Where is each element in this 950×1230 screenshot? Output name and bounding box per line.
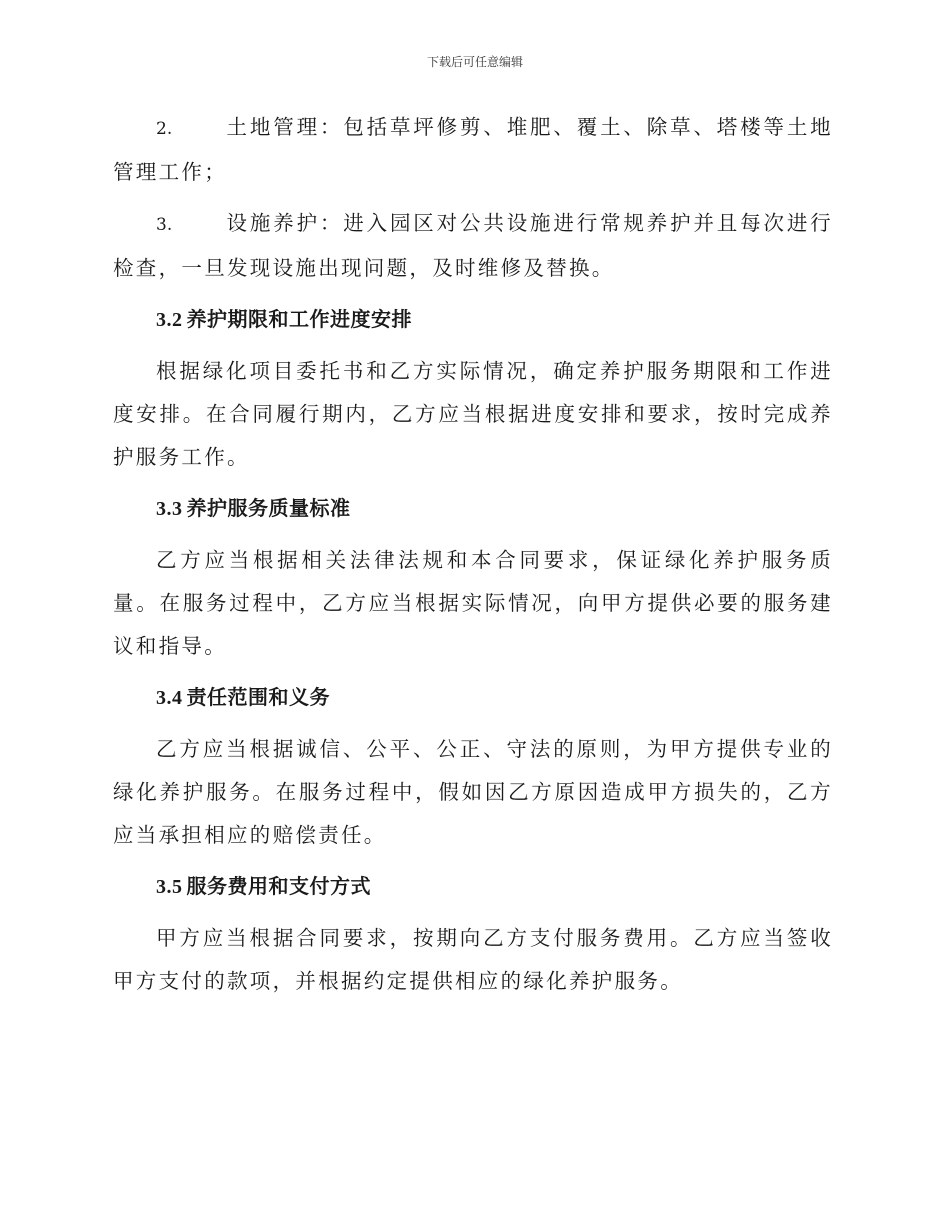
section-number: 3.4 [156, 687, 183, 709]
list-item-number: 3. [156, 215, 173, 235]
section-title: 养护期限和工作进度安排 [186, 307, 412, 331]
section-body-3-2: 根据绿化项目委托书和乙方实际情况，确定养护服务期限和工作进度安排。在合同履行期内，乙方应当根据进度安排和要求，按时完成养护服务工作。 [113, 359, 833, 469]
section-number: 3.3 [156, 498, 183, 520]
section-body-3-3: 乙方应当根据相关法律法规和本合同要求，保证绿化养护服务质量。在服务过程中，乙方应当根据实际情况，向甲方提供必要的服务建议和指导。 [113, 548, 833, 658]
section-body-3-5: 甲方应当根据合同要求，按期向乙方支付服务费用。乙方应当签收甲方支付的款项，并根据约定提供相应的绿化养护服务。 [113, 926, 833, 993]
section-number: 3.2 [156, 309, 183, 331]
section-title: 养护服务质量标准 [186, 496, 351, 520]
section-heading-3-5 [113, 865, 833, 909]
list-item-text: 设施养护：进入园区对公共设施进行常规养护并且每次进行检查，一旦发现设施出现问题，及时维修及替换。 [113, 211, 833, 280]
section-title: 责任范围和义务 [186, 685, 330, 709]
section-title: 服务费用和支付方式 [186, 874, 371, 898]
document-body [113, 106, 833, 1003]
section-number: 3.5 [156, 876, 183, 898]
section-heading-3-4 [113, 676, 833, 720]
list-item-text: 土地管理：包括草坪修剪、堆肥、覆土、除草、塔楼等土地管理工作； [113, 115, 833, 184]
list-item-land-management [113, 106, 833, 194]
section-heading-3-2 [113, 298, 833, 342]
section-heading-3-3 [113, 487, 833, 531]
list-item-number: 2. [156, 119, 173, 139]
list-item-facility-maintenance [113, 202, 833, 290]
section-body-3-4: 乙方应当根据诚信、公平、公正、守法的原则，为甲方提供专业的绿化养护服务。在服务过程中，假如因乙方原因造成甲方损失的，乙方应当承担相应的赔偿责任。 [113, 737, 833, 847]
page-header-note: 下载后可任意编辑 [426, 55, 523, 69]
